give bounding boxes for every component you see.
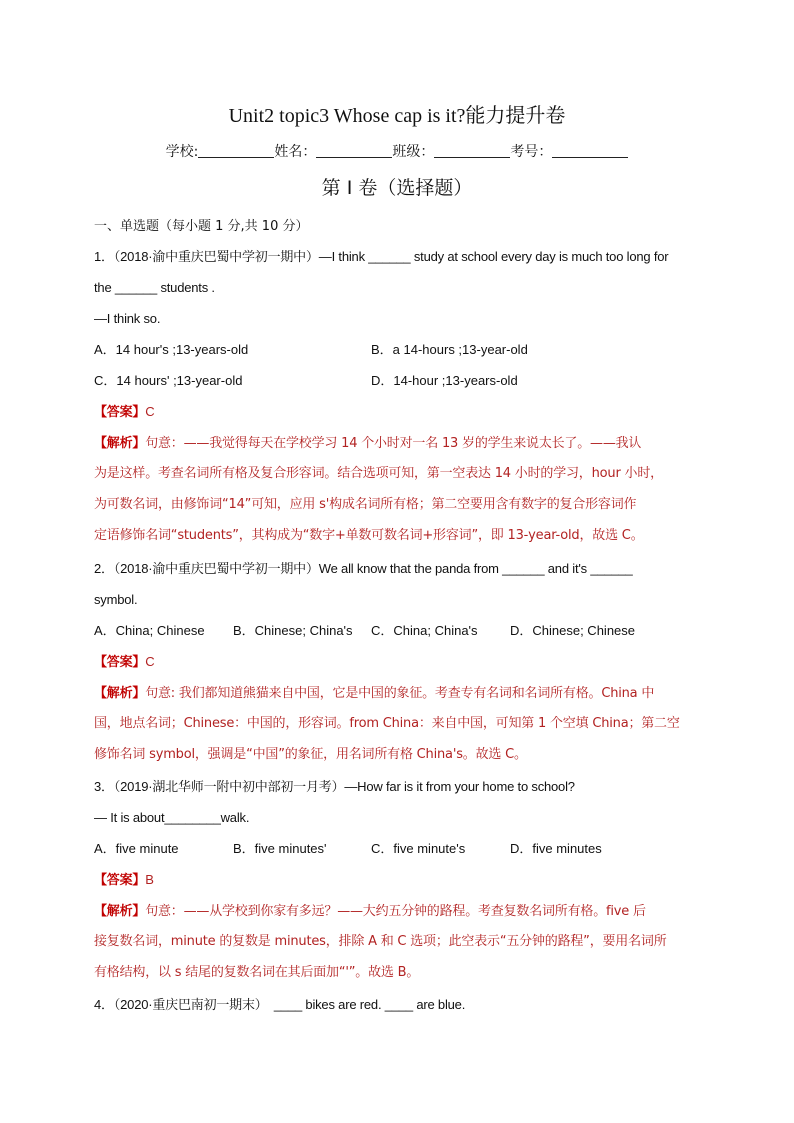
q2-analysis-line1 <box>94 684 654 703</box>
class-blank[interactable] <box>434 143 510 158</box>
q1-option-a[interactable]: A．14 hour's ;13-years-old <box>94 342 249 357</box>
q1-stem-line2: the ______ students . <box>94 280 215 295</box>
number-blank[interactable] <box>552 143 628 158</box>
q1-option-c[interactable]: C．14 hours' ;13-year-old <box>94 373 243 388</box>
volume-heading: 第 I 卷（选择题） <box>321 177 473 199</box>
q1-analysis-line4: 定语修饰名词“students”，其构成为“数字+单数可数名词+形容词”，即 13-year-old，故选 C。 <box>94 528 644 543</box>
name-blank[interactable] <box>316 143 392 158</box>
q2-analysis-text1: 句意: 我们都知道熊猫来自中国，它是中国的象征。考查专有名词和名词所有格。China 中 <box>145 686 655 701</box>
q1-analysis-line2: 为是这样。考查名词所有格及复合形容词。结合选项可知，第一空表达 14 小时的学习，hour 小时， <box>94 466 663 481</box>
school-label: 学校: <box>165 144 199 160</box>
q3-analysis-line3: 有格结构，以 s 结尾的复数名词在其后面加“'”。故选 B。 <box>94 965 420 980</box>
q3-analysis-label: 【解析】 <box>94 904 146 919</box>
q1-option-b[interactable]: B．a 14-hours ;13-year-old <box>371 342 528 357</box>
q2-answer <box>94 653 154 672</box>
q1-answer-value: C <box>145 404 155 419</box>
section-title: 一、单选题（每小题 1 分,共 10 分） <box>94 219 309 234</box>
q3-answer <box>94 871 154 890</box>
q3-answer-label: 【答案】 <box>94 873 146 888</box>
q1-option-d[interactable]: D．14-hour ;13-years-old <box>371 373 518 388</box>
q2-analysis-line2: 国，地点名词；Chinese：中国的，形容词。from China：来自中国，可知第 1 个空填 China；第二空 <box>94 716 680 731</box>
q1-analysis-line1 <box>94 434 641 453</box>
number-label: 考号： <box>510 144 553 160</box>
q1-analysis-text1: 句意：——我觉得每天在学校学习 14 个小时对一名 13 岁的学生来说太长了。——我认 <box>145 436 642 451</box>
q3-answer-value: B <box>145 872 154 887</box>
q2-option-b[interactable]: B．Chinese; China's <box>233 623 353 638</box>
q3-option-b[interactable]: B．five minutes' <box>233 841 327 856</box>
student-info-line <box>0 142 794 163</box>
q4-stem-line1: 4．（2020·重庆巴南初一期末） ____ bikes are red. ____ are blue. <box>94 997 466 1012</box>
class-label: 班级： <box>392 144 435 160</box>
q1-analysis-label: 【解析】 <box>94 436 146 451</box>
q2-answer-value: C <box>145 654 155 669</box>
q3-stem-line2: — It is about________walk. <box>94 810 250 825</box>
name-label: 姓名： <box>274 144 317 160</box>
page-title: Unit2 topic3 Whose cap is it?能力提升卷 <box>228 105 566 127</box>
q1-stem-line3: —I think so. <box>94 311 161 326</box>
school-blank[interactable] <box>198 143 274 158</box>
q3-stem-line1: 3．（2019·湖北华师一附中初中部初一月考）—How far is it from your home to school? <box>94 779 575 794</box>
q3-analysis-text1: 句意：——从学校到你家有多远？——大约五分钟的路程。考查复数名词所有格。five 后 <box>145 904 646 919</box>
q2-analysis-line3: 修饰名词 symbol，强调是“中国”的象征，用名词所有格 China's。故选 C。 <box>94 747 527 762</box>
q2-analysis-label: 【解析】 <box>94 686 146 701</box>
q2-answer-label: 【答案】 <box>94 655 146 670</box>
q1-answer <box>94 403 154 422</box>
q3-option-c[interactable]: C．five minute's <box>371 841 466 856</box>
q1-answer-label: 【答案】 <box>94 405 146 420</box>
q2-option-d[interactable]: D．Chinese; Chinese <box>510 623 636 638</box>
q3-option-a[interactable]: A．five minute <box>94 841 179 856</box>
q2-option-a[interactable]: A．China; Chinese <box>94 623 205 638</box>
q1-stem-line1: 1．（2018·渝中重庆巴蜀中学初一期中）—I think ______ study at school every day is much too long for <box>94 249 669 264</box>
q3-option-d[interactable]: D．five minutes <box>510 841 602 856</box>
q2-option-c[interactable]: C．China; China's <box>371 623 478 638</box>
q2-stem-line2: symbol. <box>94 592 138 607</box>
q3-analysis-line2: 接复数名词，minute 的复数是 minutes，排除 A 和 C 选项；此空表示“五分钟的路程”，要用名词所 <box>94 934 667 949</box>
q1-analysis-line3: 为可数名词，由修饰词“14”可知，应用 s'构成名词所有格；第二空要用含有数字的复合形容词作 <box>94 497 637 512</box>
q3-analysis-line1 <box>94 902 646 921</box>
q2-stem-line1: 2．（2018·渝中重庆巴蜀中学初一期中）We all know that the panda from ______ and it's ______ <box>94 561 633 576</box>
